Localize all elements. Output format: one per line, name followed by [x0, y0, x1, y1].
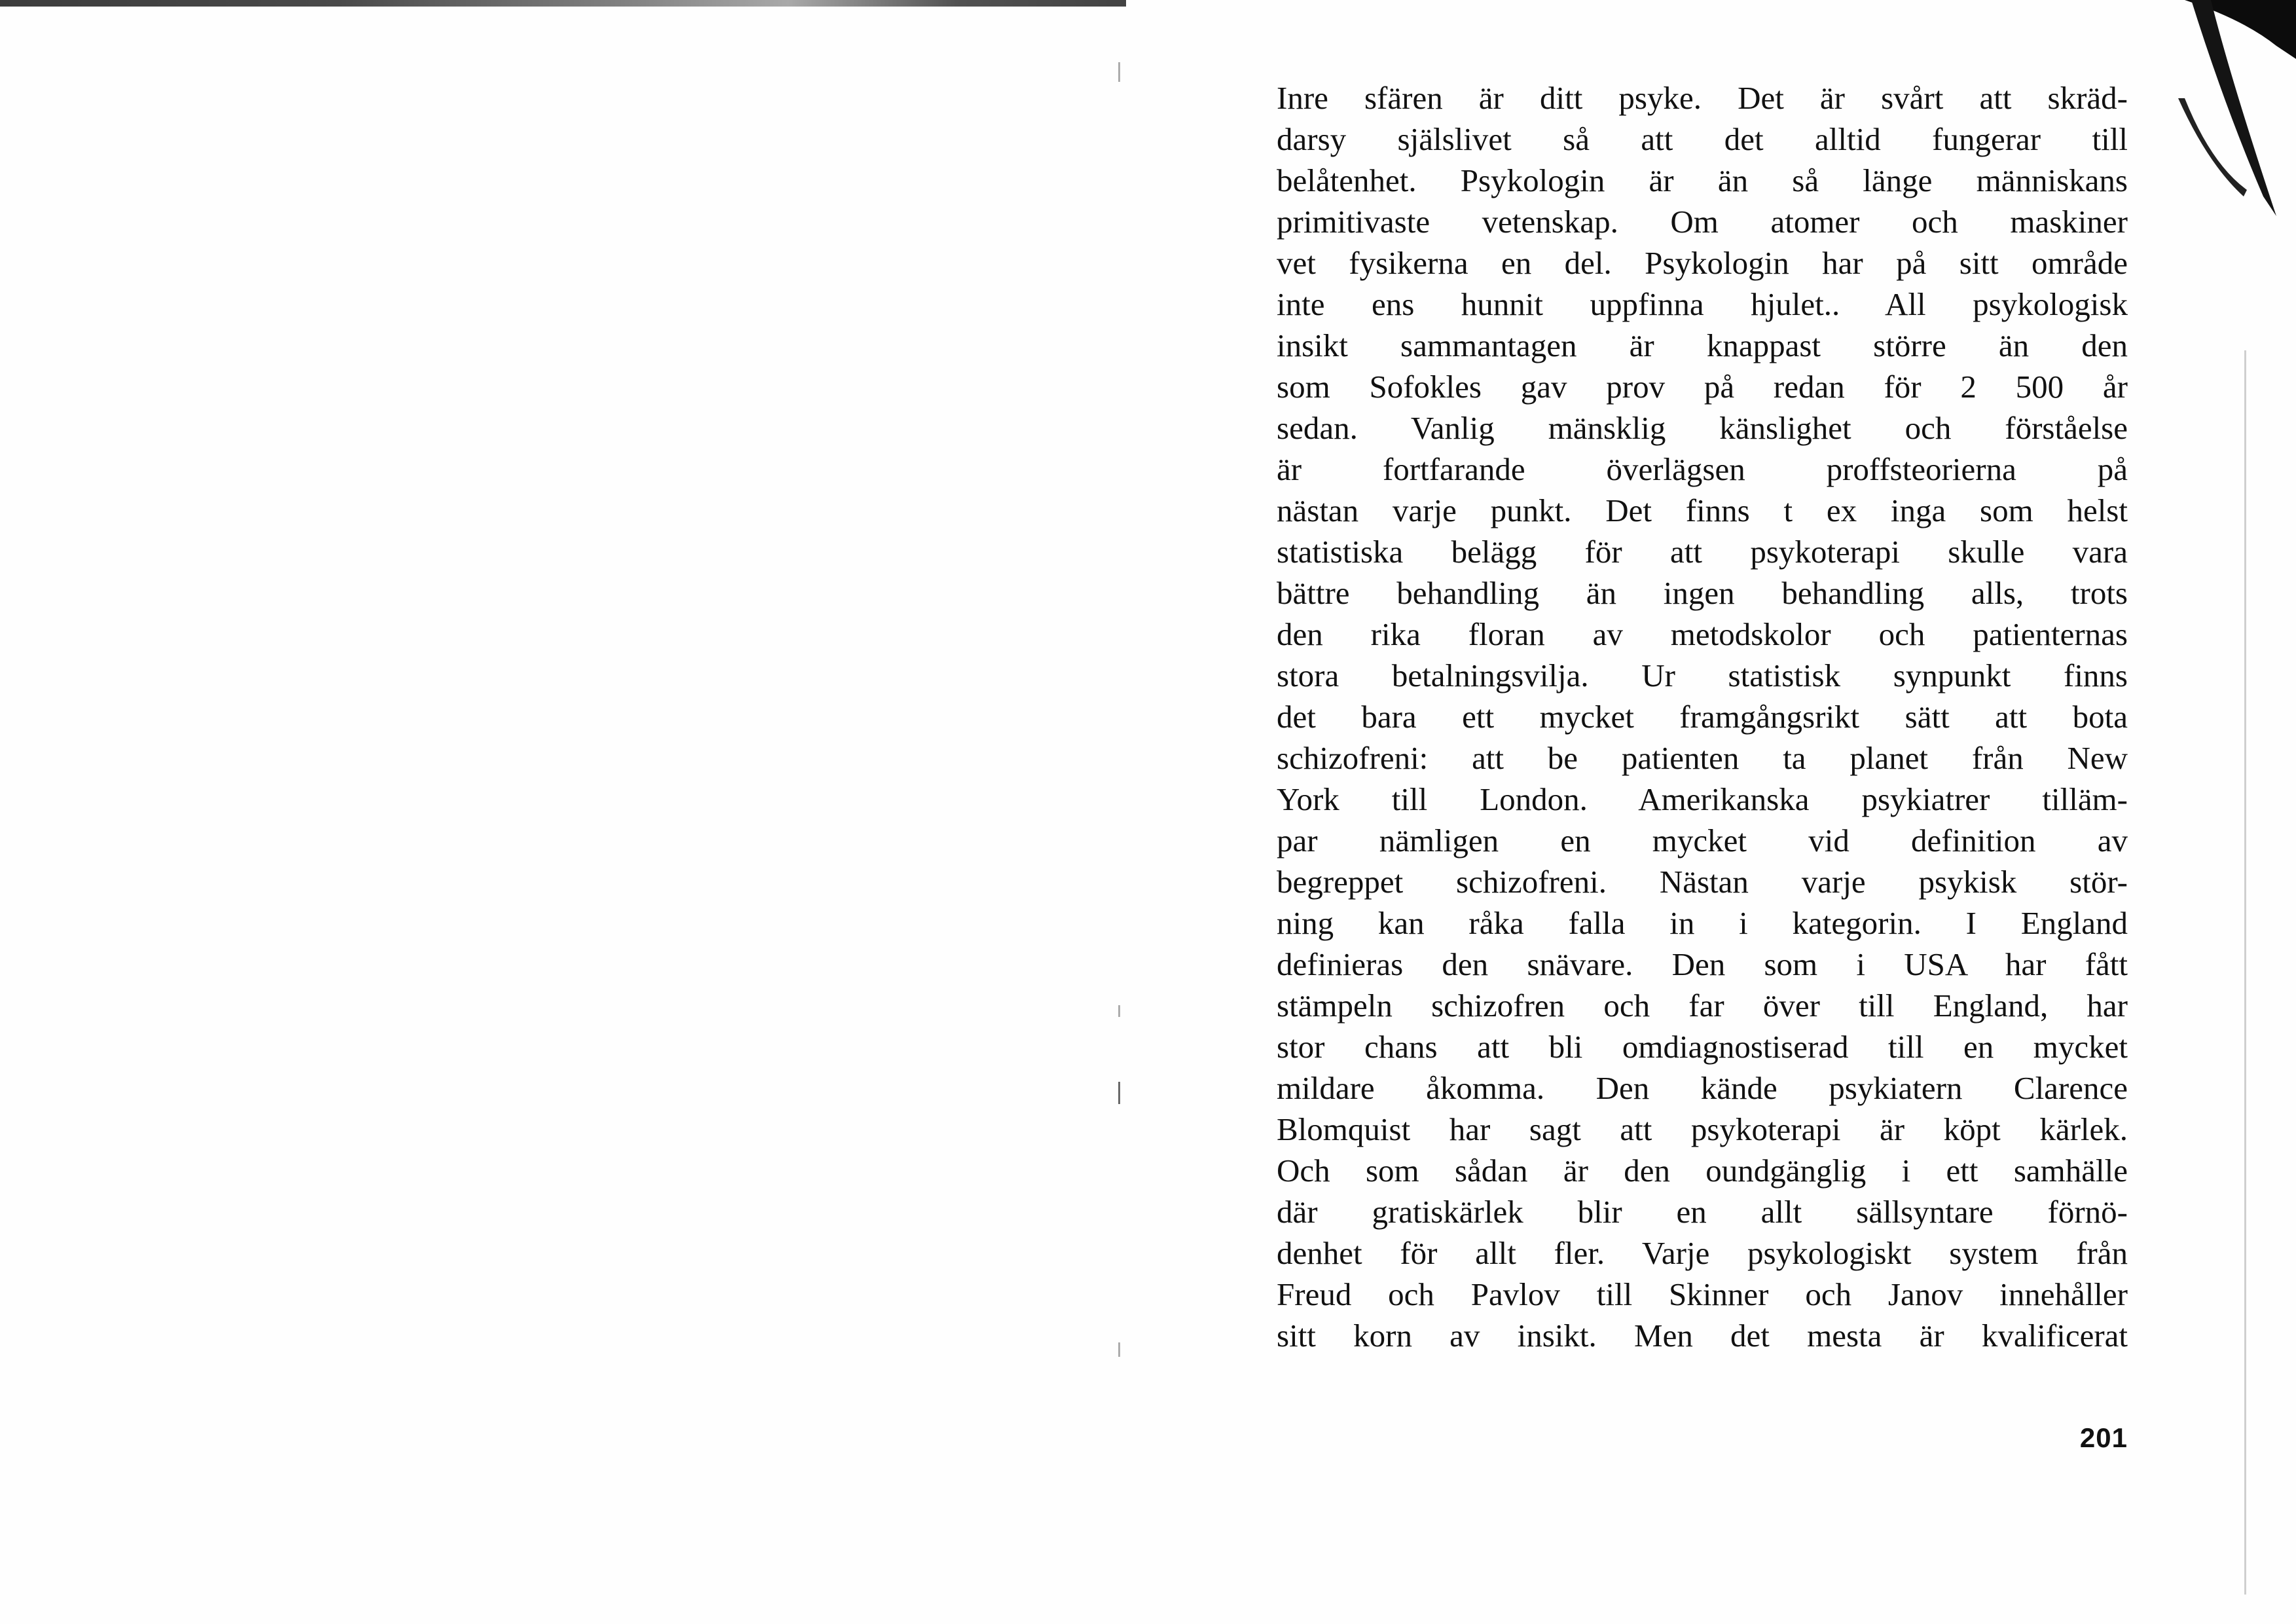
- page-number: 201: [2079, 1422, 2128, 1453]
- text-line: som Sofokles gav prov på redan för 2 500 år: [1277, 369, 2128, 405]
- text-line: statistiska belägg för att psykoterapi skulle vara: [1277, 534, 2128, 570]
- text-line: vet fysikerna en del. Psykologin har på sitt område: [1277, 245, 2128, 281]
- text-line: ning kan råka falla in i kategorin. I England: [1277, 905, 2128, 941]
- text-line: inte ens hunnit uppfinna hjulet.. All psykologisk: [1277, 286, 2128, 322]
- body-text: [1277, 77, 2128, 1356]
- left-page-blank: [0, 0, 1139, 1624]
- text-line: är fortfarande överlägsen proffsteorierna på: [1277, 451, 2128, 487]
- text-line: bättre behandling än ingen behandling alls, trots: [1277, 575, 2128, 611]
- text-line: Inre sfären är ditt psyke. Det är svårt att skräd-: [1277, 80, 2128, 116]
- text-line: Och som sådan är den oundgänglig i ett samhälle: [1277, 1153, 2128, 1189]
- text-line: par nämligen en mycket vid definition av: [1277, 822, 2128, 858]
- text-line: där gratiskärlek blir en allt sällsyntare förnö-: [1277, 1194, 2128, 1230]
- text-line: stämpeln schizofren och far över till England, har: [1277, 987, 2128, 1024]
- text-line: Freud och Pavlov till Skinner och Janov innehåller: [1277, 1276, 2128, 1312]
- text-line: den rika floran av metodskolor och patienternas: [1277, 616, 2128, 652]
- text-line: mildare åkomma. Den kände psykiatern Clarence: [1277, 1070, 2128, 1106]
- text-line: definieras den snävare. Den som i USA har fått: [1277, 946, 2128, 982]
- text-line: belåtenhet. Psykologin är än så länge människans: [1277, 162, 2128, 198]
- text-line: York till London. Amerikanska psykiatrer tilläm-: [1277, 781, 2128, 817]
- right-page: [1139, 0, 2296, 1624]
- text-line: insikt sammantagen är knappast större än den: [1277, 327, 2128, 363]
- text-line: schizofreni: att be patienten ta planet från New: [1277, 740, 2128, 776]
- text-line: det bara ett mycket framgångsrikt sätt att bota: [1277, 699, 2128, 735]
- text-line: denhet för allt fler. Varje psykologiskt system från: [1277, 1235, 2128, 1271]
- text-line: stora betalningsvilja. Ur statistisk synpunkt finns: [1277, 657, 2128, 693]
- text-line: begreppet schizofreni. Nästan varje psykisk stör-: [1277, 864, 2128, 900]
- page-edge-line: [2244, 350, 2246, 1595]
- text-line: nästan varje punkt. Det finns t ex inga som helst: [1277, 492, 2128, 528]
- text-line: stor chans att bli omdiagnostiserad till en mycket: [1277, 1029, 2128, 1065]
- text-line: sitt korn av insikt. Men det mesta är kvalificerat: [1277, 1318, 2128, 1354]
- text-line: sedan. Vanlig mänsklig känslighet och förståelse: [1277, 410, 2128, 446]
- text-line: darsy själslivet så att det alltid fungerar till: [1277, 121, 2128, 157]
- text-line: Blomquist har sagt att psykoterapi är köpt kärlek.: [1277, 1111, 2128, 1147]
- text-line: primitivaste vetenskap. Om atomer och maskiner: [1277, 204, 2128, 240]
